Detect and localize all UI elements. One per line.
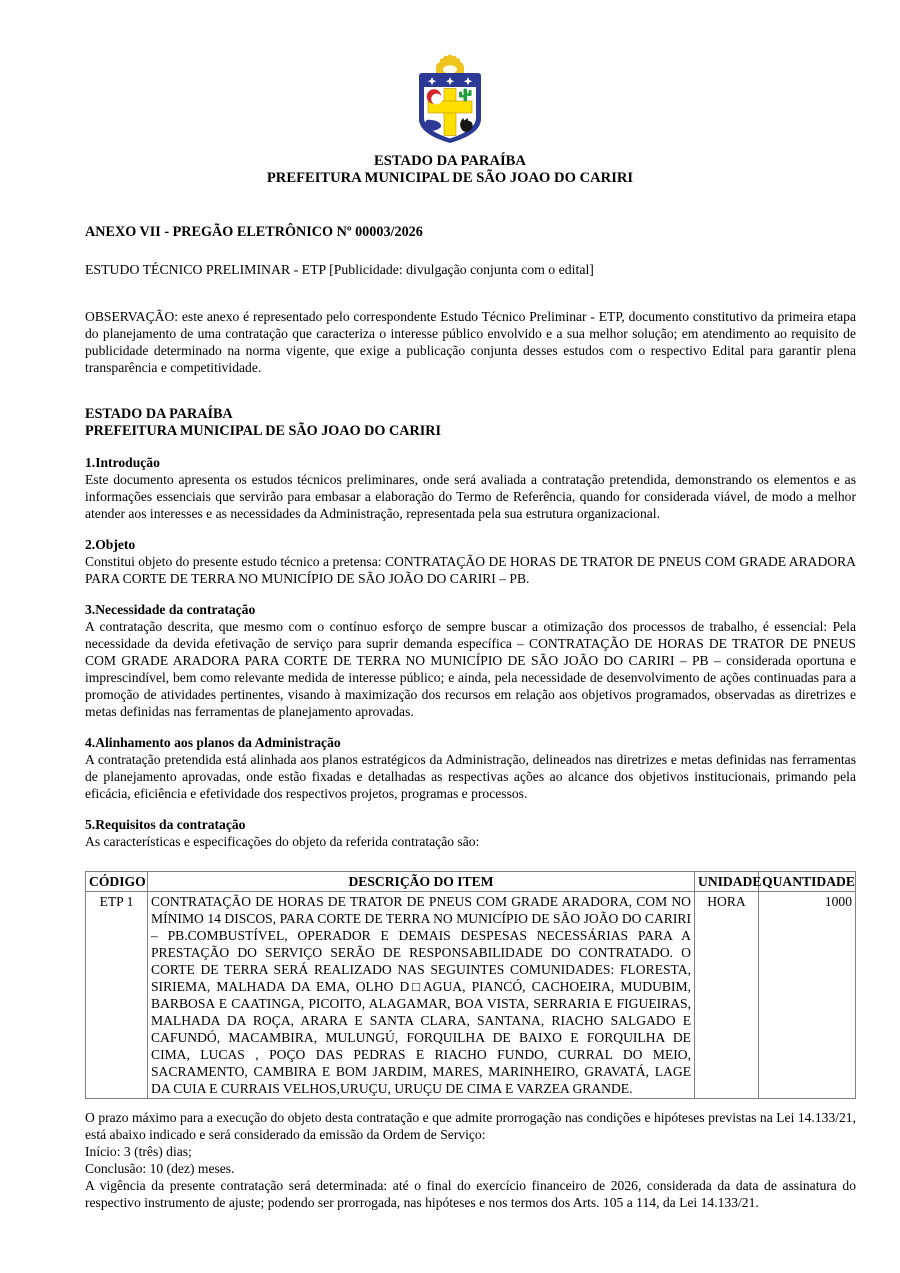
section-body-3: A contratação descrita, que mesmo com o contínuo esforço de sempre buscar a otimização dos processos de trabalho, é essencial: Pela necessidade da devida efetivação de serviço para suprir demanda específica – CONTRATAÇÃO DE HORAS DE TRATOR DE PNEUS COM GRADE ARADORA PARA CORTE DE TERRA NO MUNICÍPIO DE SÃO JOÃO DO CARIRI – PB – considerada oportuna e imprescindível, bem como relevante medida de interesse público; e ainda, pela necessidade de desenvolvimento de ações continuadas para a promoção de atividades pertinentes, visando à maximização dos recursos em relação aos objetivos programados, observadas as diretrizes e metas definidas nas ferramentas de planejamento aprovadas. [85, 619, 856, 719]
inicio-line: Início: 3 (três) dias; [85, 1144, 192, 1159]
section-heading-1: 1.Introdução [85, 455, 160, 470]
vigencia-paragraph: A vigência da presente contratação será determinada: até o final do exercício financeiro de 2026, considerada da data de assinatura do respectivo instrumento de ajuste; podendo ser prorrogada, nas hipóteses e nos termos dos Arts. 105 a 114, da Lei 14.133/21. [85, 1178, 856, 1210]
prazo-paragraph: O prazo máximo para a execução do objeto desta contratação e que admite prorrogação nas condições e hipóteses previstas na Lei 14.133/21, está abaixo indicado e será considerado da emissão da Ordem de Serviço: [85, 1110, 856, 1142]
section-heading-3: 3.Necessidade da contratação [85, 602, 256, 617]
column-header-codigo: CÓDIGO [86, 872, 148, 892]
section-necessidade [85, 601, 856, 720]
section-heading-5: 5.Requisitos da contratação [85, 817, 246, 832]
cell-quantidade: 1000 [759, 892, 856, 1099]
section-introducao [85, 454, 856, 522]
section-objeto [85, 536, 856, 587]
cell-descricao: CONTRATAÇÃO DE HORAS DE TRATOR DE PNEUS COM GRADE ARADORA, COM NO MÍNIMO 14 DISCOS, PARA CORTE DE TERRA NO MUNICÍPIO DE SÃO JOÃO DO CARIRI – PB.COMBUSTÍVEL, OPERADOR E DEMAIS DESPESAS NECESSÁRIAS PARA A PRESTAÇÃO DO SERVIÇO SERÃO DE RESPONSABILIDADE DO CONTRATADO. O CORTE DE TERRA SERÁ REALIZADO NAS SEGUINTES COMUNIDADES: FLORESTA, SIRIEMA, MALHADA DA EMA, OLHO D□AGUA, PIANCÓ, CACHOEIRA, MUDUBIM, BARBOSA E CAATINGA, PICOITO, ALAGAMAR, BOA VISTA, SERRARIA E FIGUEIRAS, MALHADA DA ROÇA, ARARA E SANTA CLARA, SANTANA, RIACHO SALGADO E CAFUNDÓ, MACAMBIRA, MULUNGÚ, FORQUILHA DE BAIXO E FORQUILHA DE CIMA, LUCAS , POÇO DAS PEDRAS E RIACHO FUNDO, CURRAL DO MEIO, SACRAMENTO, CAMBIRA E BOM JARDIM, MARES, MARINHEIRO, GRAVATÁ, LAGE DA CUIA E CURRAIS VELHOS,URUÇU, URUÇU DE CIMA E VARZEA GRANDE. [148, 892, 695, 1099]
org-header [0, 153, 900, 187]
section-body-5: As características e especificações do objeto da referida contratação são: [85, 834, 480, 849]
observacao-paragraph: OBSERVAÇÃO: este anexo é representado pelo correspondente Estudo Técnico Preliminar - ETP, documento constitutivo da primeira etapa do planejamento de uma contratação que caracteriza o interesse público envolvido e a sua melhor solução; em atendimento ao requisito de publicidade determinado na norma vigente, que exige a publicação conjunta desses estudos com o respectivo Edital para garantir plena transparência e competitividade. [85, 309, 856, 375]
cell-unidade: HORA [695, 892, 759, 1099]
section-body-4: A contratação pretendida está alinhada aos planos estratégicos da Administração, delineados nas diretrizes e metas definidas nas ferramentas de planejamento aprovadas, onde estão fixadas e detalhadas as respectivas ações ao alcance dos objetivos institucionais, primando pela eficácia, eficiência e efetividade dos respectivos projetos, programas e processos. [85, 752, 856, 801]
section-heading-4: 4.Alinhamento aos planos da Administração [85, 735, 341, 750]
crest-container [0, 0, 900, 150]
document-subtitle: ESTUDO TÉCNICO PRELIMINAR - ETP [Publicidade: divulgação conjunta com o edital] [85, 262, 594, 277]
org-name-line2: PREFEITURA MUNICIPAL DE SÃO JOAO DO CARIRI [266, 170, 634, 186]
org-name-line1: ESTADO DA PARAÍBA [374, 153, 526, 169]
closing-block [85, 1109, 856, 1211]
items-table [85, 871, 856, 1099]
conclusao-line: Conclusão: 10 (dez) meses. [85, 1161, 235, 1176]
org-repeat-line2: PREFEITURA MUNICIPAL DE SÃO JOAO DO CARIRI [85, 423, 442, 439]
column-header-descricao: DESCRIÇÃO DO ITEM [148, 872, 695, 892]
section-body-1: Este documento apresenta os estudos técnicos preliminares, onde será avaliada a contratação pretendida, demonstrando os elementos e as informações essenciais que servirão para embasar a elaboração do Termo de Referência, quando for considerada viável, de modo a melhor atender aos interesses e as necessidades da Administração, representada pela sua estrutura organizacional. [85, 472, 856, 521]
table-header-row [86, 872, 856, 892]
org-repeat-header [85, 406, 856, 440]
column-header-unidade: UNIDADE [695, 872, 759, 892]
section-body-2: Constitui objeto do presente estudo técnico a pretensa: CONTRATAÇÃO DE HORAS DE TRATOR DE PNEUS COM GRADE ARADORA PARA CORTE DE TERRA NO MUNICÍPIO DE SÃO JOÃO DO CARIRI – PB. [85, 554, 856, 586]
column-header-quantidade: QUANTIDADE [759, 872, 856, 892]
section-alinhamento [85, 734, 856, 802]
coat-of-arms-icon [404, 54, 496, 146]
section-requisitos [85, 816, 856, 850]
table-row [86, 892, 856, 1099]
document-title: ANEXO VII - PREGÃO ELETRÔNICO Nº 00003/2026 [85, 224, 423, 240]
org-repeat-line1: ESTADO DA PARAÍBA [85, 406, 233, 422]
section-heading-2: 2.Objeto [85, 537, 136, 552]
cell-codigo: ETP 1 [86, 892, 148, 1099]
